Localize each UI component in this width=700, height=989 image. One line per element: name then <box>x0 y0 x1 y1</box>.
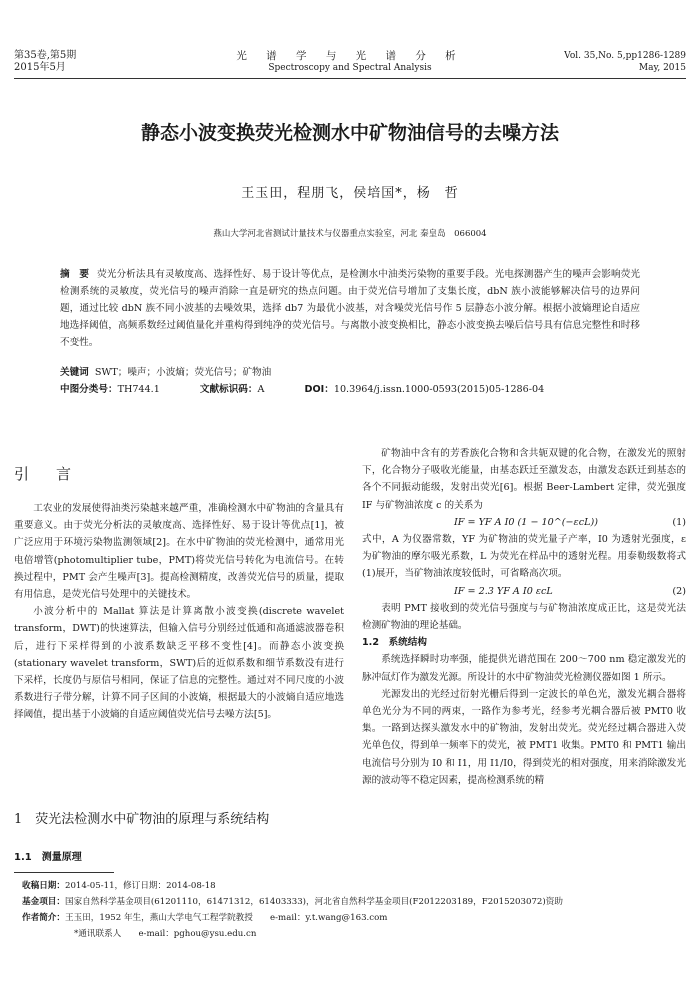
abstract-label: 摘 要 <box>60 269 90 280</box>
header-issue <box>564 50 686 74</box>
dates-label: 收稿日期： <box>22 881 65 891</box>
journal-title-cn: 光 谱 学 与 光 谱 分 析 <box>236 50 464 62</box>
header-rule <box>14 78 686 79</box>
body-paragraph: 式中，A 为仪器常数，YF 为矿物油的荧光量子产率，I0 为透射光强度，ε 为矿物油的摩尔吸光系数，L 为荧光在样品中的透射光程。用泰勒级数将式(1)展开，当矿物油浓度较低时，可省略高次项。 <box>362 534 686 580</box>
footnotes <box>22 878 692 942</box>
equation-1-expr: IF = YF A I0 (1 − 10^(−εcL)) <box>454 516 598 528</box>
subsection-1-1-heading: 1.1 测量原理 <box>14 852 82 863</box>
keywords <box>60 364 640 381</box>
intro-paragraph: 工农业的发展使得油类污染越来越严重，准确检测水中矿物油的含量具有重要意义。由于荧光分析法的灵敏度高、选择性好、易于设计等优点[1]，被广泛应用于环境污染物监测领域[2]。在水中矿物油的荧光检测中，通常用光电倍增管(photomultiplier tube，PMT)将荧光信号转化为电流信号。在转换过程中，PMT 会产生噪声[3]。提高检测精度，改善荧光信号的质量，提取有用信息，是荧光信号处理中的关键技术。 <box>14 503 344 601</box>
body-paragraph: 光源发出的光经过衍射光栅后得到一定波长的单色光，激发光耦合器将单色光分为不同的两束，一路作为参考光，经参考光耦合器后被 PMT0 收集。一路到达探头激发水中的矿物油，发射出荧光。荧光经过耦合器进入荧光单色仪，得到单一频率下的荧光，被 PMT1 收集。PMT0 和 PMT1 输出电流信号分别为 I0 和 I1，用 I1/I0，得到荧光的相对强度，用来消除激发光源的波动等不稳定因素，提高检测系统的精 <box>362 688 686 786</box>
right-column-body <box>362 445 686 789</box>
equation-2-number: (2) <box>672 585 686 597</box>
equation-2 <box>362 583 686 600</box>
header-date-cn: 2015年5月 <box>14 62 66 73</box>
keywords-text: SWT；噪声；小波熵；荧光信号；矿物油 <box>94 367 272 378</box>
author-value: 王玉田，1952 年生，燕山大学电气工程学院教授 e-mail：y.t.wang@163.com <box>64 913 388 923</box>
journal-title-en: Spectroscopy and Spectral Analysis <box>268 63 432 73</box>
body-paragraph: 系统选择瞬时功率强，能提供光谱范围在 200～700 nm 稳定激发光的脉冲氙灯作为激发光源。所设计的水中矿物油荧光检测仪器如图 1 所示。 <box>362 654 686 683</box>
body-paragraph: 表明 PMT 接收到的荧光信号强度与与矿物油浓度成正比，这是荧光法检测矿物油的理论基础。 <box>362 602 686 632</box>
footnote-dates <box>22 878 692 894</box>
section-intro-heading: 引 言 <box>14 465 78 483</box>
section-1-heading: 1 荧光法检测水中矿物油的原理与系统结构 <box>14 812 270 827</box>
author-list: 王玉田，程朋飞，侯培国*，杨 哲 <box>241 186 459 201</box>
affiliation: 燕山大学河北省测试计量技术与仪器重点实验室，河北 秦皇岛 066004 <box>213 229 487 239</box>
footnote-author <box>22 910 692 926</box>
doi-label: DOI： <box>304 384 334 395</box>
intro-body <box>14 500 344 724</box>
header-date-en: May, 2015 <box>638 63 686 73</box>
footnote-correspondence: *通讯联系人 e-mail：pghou@ysu.edu.cn <box>74 929 257 939</box>
classification-line <box>60 381 660 398</box>
doi-value: 10.3964/j.issn.1000-0593(2015)05-1286-04 <box>333 384 545 395</box>
intro-paragraph: 小波分析中的 Mallat 算法是计算离散小波变换(discrete wavelet transform，DWT)的快速算法，但输入信号分别经过低通和高通滤波器卷积后，进行下采样得到的小波系数缺乏平移不变性[4]。而静态小波变换(stationary wavelet transform，SWT)后的近似系数和细节系数没有进行下采样，长度仍与原信号相同，保证了信息的完整性。通过对不同尺度的小波系数进行子带分解，计算不同子区间的小波熵，根据最大的小波熵自适应地选择阈值，提出基于小波熵的自适应阈值荧光信号去噪方法[5]。 <box>14 606 344 721</box>
footnote-rule <box>14 872 114 873</box>
cls-value: TH744.1 <box>117 384 160 395</box>
header-volume-en: Vol. 35,No. 5,pp1286-1289 <box>564 51 686 61</box>
equation-1 <box>362 514 686 531</box>
abstract-text: 荧光分析法具有灵敏度高、选择性好、易于设计等优点，是检测水中油类污染物的重要手段。光电探测器产生的噪声会影响荧光检测系统的灵敏度，荧光信号的噪声消除一直是研究的热点问题。由于荧光信号增加了支集长度，dbN 族小波能够解决信号的边界问题，通过比较 dbN 族不同小波基的去噪效果，选择 db7 为最优小波基，对含噪荧光信号作 5 层静态小波分解。根据小波熵理论自适应地选择阈值，高频系数经过阈值量化并重构得到纯净的荧光信号。与离散小波变换相比，静态小波变换去噪后信号具有信息完整性和时移不变性。 <box>60 269 641 348</box>
subsection-1-2-heading: 1.2 系统结构 <box>362 637 427 649</box>
cls-label: 中图分类号： <box>60 384 118 395</box>
fund-label: 基金项目： <box>22 897 65 907</box>
author-label: 作者简介： <box>22 913 65 923</box>
equation-1-number: (1) <box>672 516 686 528</box>
equation-2-expr: IF = 2.3 YF A I0 εcL <box>454 585 553 597</box>
doc-label: 文献标识码： <box>199 384 258 395</box>
footnote-fund <box>22 894 692 910</box>
doc-value: A <box>257 384 265 395</box>
body-paragraph: 矿物油中含有的芳香族化合物和含共轭双键的化合物，在激发光的照射下，化合物分子吸收光能量，由基态跃迁至激发态，由激发态跃迁到基态的各个不同振动能级，发射出荧光[6]。根据 Beer-Lambert 定律，荧光强度 IF 与矿物油浓度 c 的关系为 <box>362 448 686 511</box>
abstract <box>60 266 640 351</box>
dates-value: 2014-05-11，修订日期：2014-08-18 <box>64 881 216 891</box>
header-volume-cn: 第35卷,第5期 <box>14 50 77 61</box>
paper-title: 静态小波变换荧光检测水中矿物油信号的去噪方法 <box>140 122 559 144</box>
keywords-label: 关键词 <box>60 367 89 378</box>
fund-value: 国家自然科学基金项目(61201110，61471312，61403333)，河北省自然科学基金项目(F2012203189，F2015203072)资助 <box>64 897 563 907</box>
